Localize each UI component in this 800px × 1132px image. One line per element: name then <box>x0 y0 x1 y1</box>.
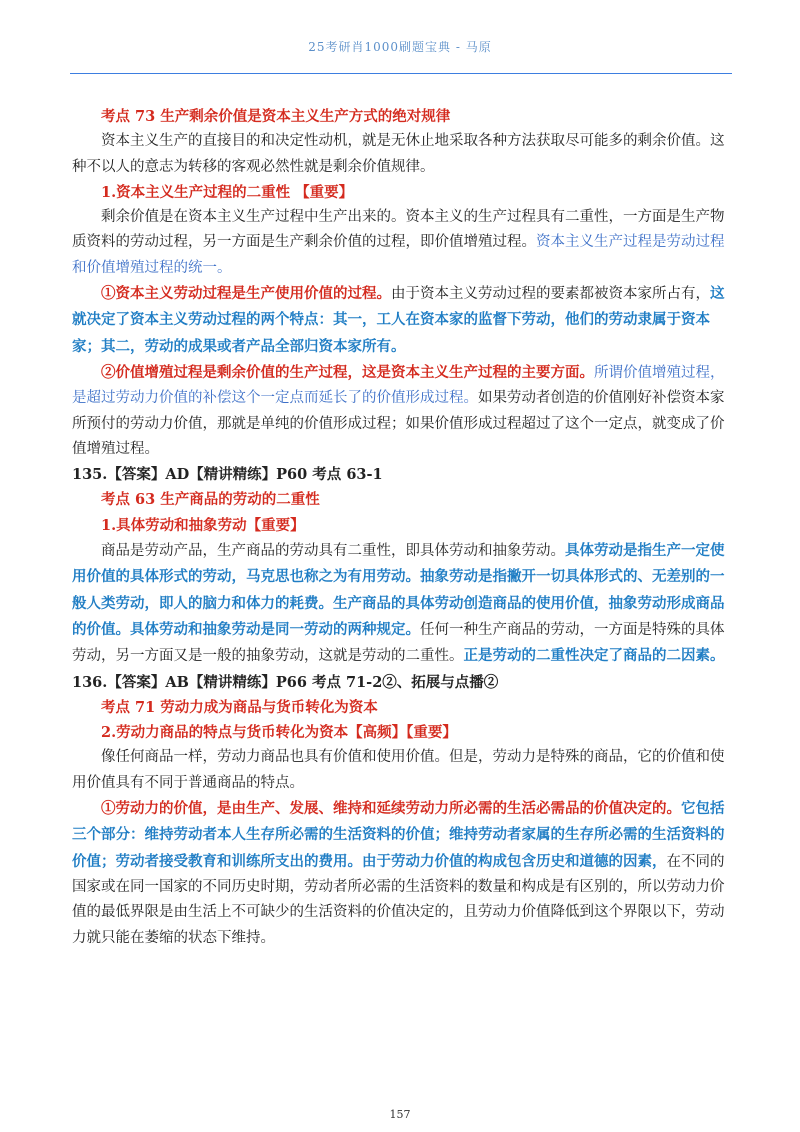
paragraph-surplus-value-law: 资本主义生产的直接目的和决定性动机，就是无休止地采取各种方法获取尽可能多的剩余价值。这种不以人的意志为转移的客观必然性就是剩余价值规律。 <box>72 133 725 175</box>
header-divider <box>70 73 732 74</box>
paragraph-labor-process <box>72 281 734 360</box>
duality-text: 剩余价值是在资本主义生产过程中生产出来的。资本主义的生产过程具有二重性，一方面是生产物质资料的劳动过程，另一方面是生产剩余价值的过程，即价值增殖过程。 <box>72 209 725 251</box>
labor-power-value-text: 在不同的国家或在同一国家的不同历史时期，劳动者所必需的生活资料的数量和构成是有区别的，所以劳动力价值的最低界限是由生活上不可缺少的生活资料的价值决定的，且劳动力价值降低到这个界限以下，劳动力就只能在萎缩的状态下维持。 <box>72 853 725 946</box>
value-increment-key: ②价值增殖过程是剩余价值的生产过程，这是资本主义生产过程的主要方面。 <box>101 363 594 381</box>
topic-heading-73: 考点 73 生产剩余价值是资本主义生产方式的绝对规律 <box>101 108 451 125</box>
paragraph-value-increment <box>72 360 734 462</box>
page-body <box>72 104 734 951</box>
answer-136: 136.【答案】AB【精讲精练】P66 考点 71-2②、拓展与点播② <box>72 673 499 691</box>
paragraph-concrete-abstract <box>72 538 734 669</box>
labor-process-key: ①资本主义劳动过程是生产使用价值的过程。 <box>101 285 391 303</box>
paragraph-labor-power-value <box>72 796 734 951</box>
subheading-concrete-abstract: 1.具体劳动和抽象劳动【重要】 <box>101 516 305 534</box>
labor-power-value-key: ①劳动力的价值，是由生产、发展、维持和延续劳动力所必需的生活必需品的价值决定的。 <box>101 800 681 818</box>
page-number: 157 <box>389 1108 411 1121</box>
topic-heading-63: 考点 63 生产商品的劳动的二重性 <box>101 491 320 509</box>
value-increment-text: 如果劳动者创造的价值刚好补偿资本家所预付的劳动力价值，那就是单纯的价值形成过程；如果价值形成过程超过了这个一定点，就变成了价值增殖过程。 <box>72 390 725 457</box>
duality-emphasis: 资本主义生产过程是劳动过程和价值增殖过程的统一。 <box>72 234 725 276</box>
concrete-abstract-conclusion: 正是劳动的二重性决定了商品的二因素。 <box>463 647 725 665</box>
running-header: 25考研肖1000刷题宝典 - 马原 <box>308 40 492 54</box>
subheading-labor-power: 2.劳动力商品的特点与货币转化为资本【高频】【重要】 <box>101 724 457 742</box>
topic-heading-71: 考点 71 劳动力成为商品与货币转化为资本 <box>101 698 378 716</box>
value-increment-definition: 所谓价值增殖过程，是超过劳动力价值的补偿这个一定点而延长了的价值形成过程。 <box>72 364 725 407</box>
paragraph-duality <box>72 205 734 281</box>
labor-power-value-components: 它包括三个部分：维持劳动者本人生存所必需的生活资料的价值；维持劳动者家属的生存所必需的生活资料的价值；劳动者接受教育和训练所支出的费用。由于劳动力价值的构成包含历史和道德的因素， <box>72 800 725 870</box>
labor-process-text: 由于资本主义劳动过程的要素都被资本家所占有， <box>391 286 710 303</box>
paragraph-labor-power-commodity: 像任何商品一样，劳动力商品也具有价值和使用价值。但是，劳动力是特殊的商品，它的价值和使用价值具有不同于普通商品的特点。 <box>72 749 725 791</box>
concrete-abstract-intro: 商品是劳动产品，生产商品的劳动具有二重性，即具体劳动和抽象劳动。 <box>101 543 565 560</box>
concrete-abstract-text: 任何一种生产商品的劳动，一方面是特殊的具体劳动，另一方面又是一般的抽象劳动，这就是劳动的二重性。 <box>72 621 725 665</box>
concrete-abstract-definition: 具体劳动是指生产一定使用价值的具体形式的劳动，马克思也称之为有用劳动。抽象劳动是指撇开一切具体形式的、无差别的一般人类劳动，即人的脑力和体力的耗费。生产商品的具体劳动创造商品的使用价值，抽象劳动形成商品的价值。具体劳动和抽象劳动是同一劳动的两种规定。 <box>72 542 725 638</box>
answer-135: 135.【答案】AD【精讲精练】P60 考点 63-1 <box>72 466 383 484</box>
labor-process-features: 这就决定了资本主义劳动过程的两个特点：其一，工人在资本家的监督下劳动，他们的劳动隶属于资本家；其二，劳动的成果或者产品全部归资本家所有。 <box>72 285 725 355</box>
subheading-duality: 1.资本主义生产过程的二重性 【重要】 <box>101 183 354 201</box>
